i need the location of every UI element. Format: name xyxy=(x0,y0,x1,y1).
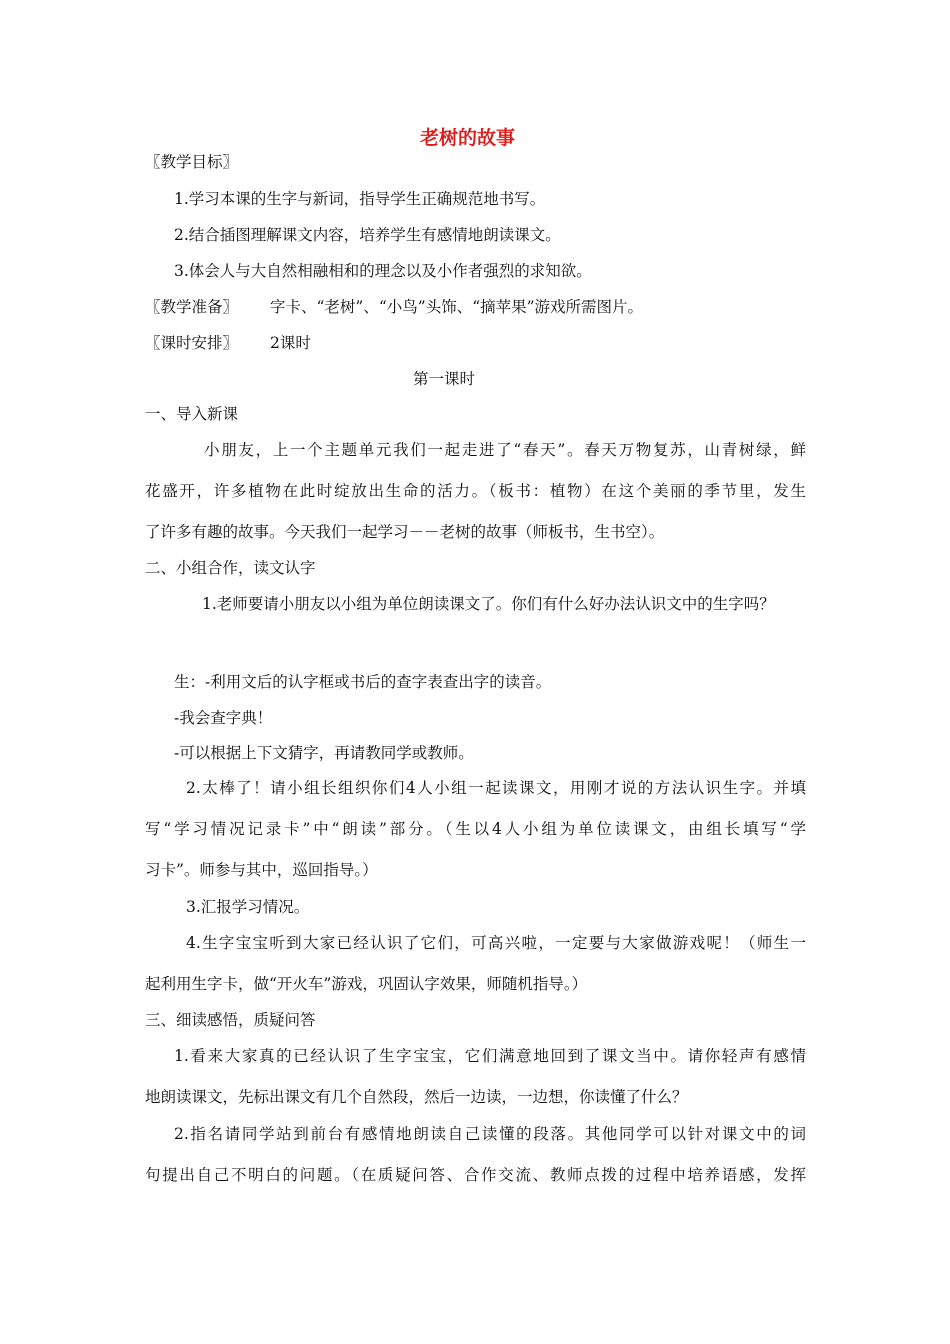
paragraph-line: 3.汇报学习情况。 xyxy=(186,898,310,916)
section-heading: 三、细读感悟，质疑问答 xyxy=(145,1011,316,1029)
preparation-text: 字卡、“老树”、“小鸟”头饰、“摘苹果”游戏所需图片。 xyxy=(270,298,644,316)
answer-line: -我会查字典！ xyxy=(174,709,273,727)
paragraph-line: 句提出自己不明白的问题。（在质疑问答、合作交流、教师点拨的过程中培养语感，发挥 xyxy=(145,1166,806,1184)
paragraph-line: 2.指名请同学站到前台有感情地朗读自己读懂的段落。其他同学可以针对课文中的词 xyxy=(174,1125,806,1143)
section-heading: 一、导入新课 xyxy=(145,405,239,423)
paragraph-line: 4.生字宝宝听到大家已经认识了它们，可高兴啦，一定要与大家做游戏呢！（师生一 xyxy=(186,934,806,952)
paragraph-line: 习卡”。师参与其中，巡回指导。） xyxy=(145,861,378,879)
objective-item: 3.体会人与大自然相融相和的理念以及小作者强烈的求知欲。 xyxy=(174,262,592,280)
paragraph-line: 1.看来大家真的已经认识了生字宝宝，它们满意地回到了课文当中。请你轻声有感情 xyxy=(174,1047,806,1065)
question-line: 1.老师要请小朋友以小组为单位朗读课文了。你们有什么好办法认识文中的生字吗？ xyxy=(202,595,775,613)
paragraph-line: 写“学习情况记录卡”中“朗读”部分。（生以4人小组为单位读课文，由组长填写“学 xyxy=(145,820,806,838)
answer-line: 生：-利用文后的认字框或书后的查字表查出字的读音。 xyxy=(174,673,552,691)
lesson-title: 第一课时 xyxy=(413,370,476,388)
paragraph-line: 2.太棒了！请小组长组织你们4人小组一起读课文，用刚才说的方法认识生字。并填 xyxy=(186,779,806,797)
paragraph-line: 了许多有趣的故事。今天我们一起学习－－老树的故事（师板书，生书空）。 xyxy=(145,523,665,541)
answer-line: -可以根据上下文猜字，再请教同学或教师。 xyxy=(174,744,474,762)
objective-item: 2.结合插图理解课文内容，培养学生有感情地朗读课文。 xyxy=(174,226,561,244)
objective-item: 1.学习本课的生字与新词，指导学生正确规范地书写。 xyxy=(174,190,546,208)
paragraph-line: 起利用生字卡，做“开火车”游戏，巩固认字效果，师随机指导。） xyxy=(145,975,588,993)
document-title: 老树的故事 xyxy=(420,127,516,149)
preparation-heading: 〖教学准备〗 xyxy=(145,298,239,316)
paragraph-line: 地朗读课文，先标出课文有几个自然段，然后一边读，一边想，你读懂了什么？ xyxy=(145,1088,688,1106)
paragraph-line: 花盛开，许多植物在此时绽放出生命的活力。（板书：植物）在这个美丽的季节里，发生 xyxy=(145,482,806,500)
paragraph-line: 小朋友，上一个主题单元我们一起走进了“春天”。春天万物复苏，山青树绿，鲜 xyxy=(204,441,806,459)
schedule-text: 2课时 xyxy=(270,334,311,352)
schedule-heading: 〖课时安排〗 xyxy=(145,334,239,352)
objectives-heading: 〖教学目标〗 xyxy=(145,153,239,171)
section-heading: 二、小组合作，读文认字 xyxy=(145,559,316,577)
